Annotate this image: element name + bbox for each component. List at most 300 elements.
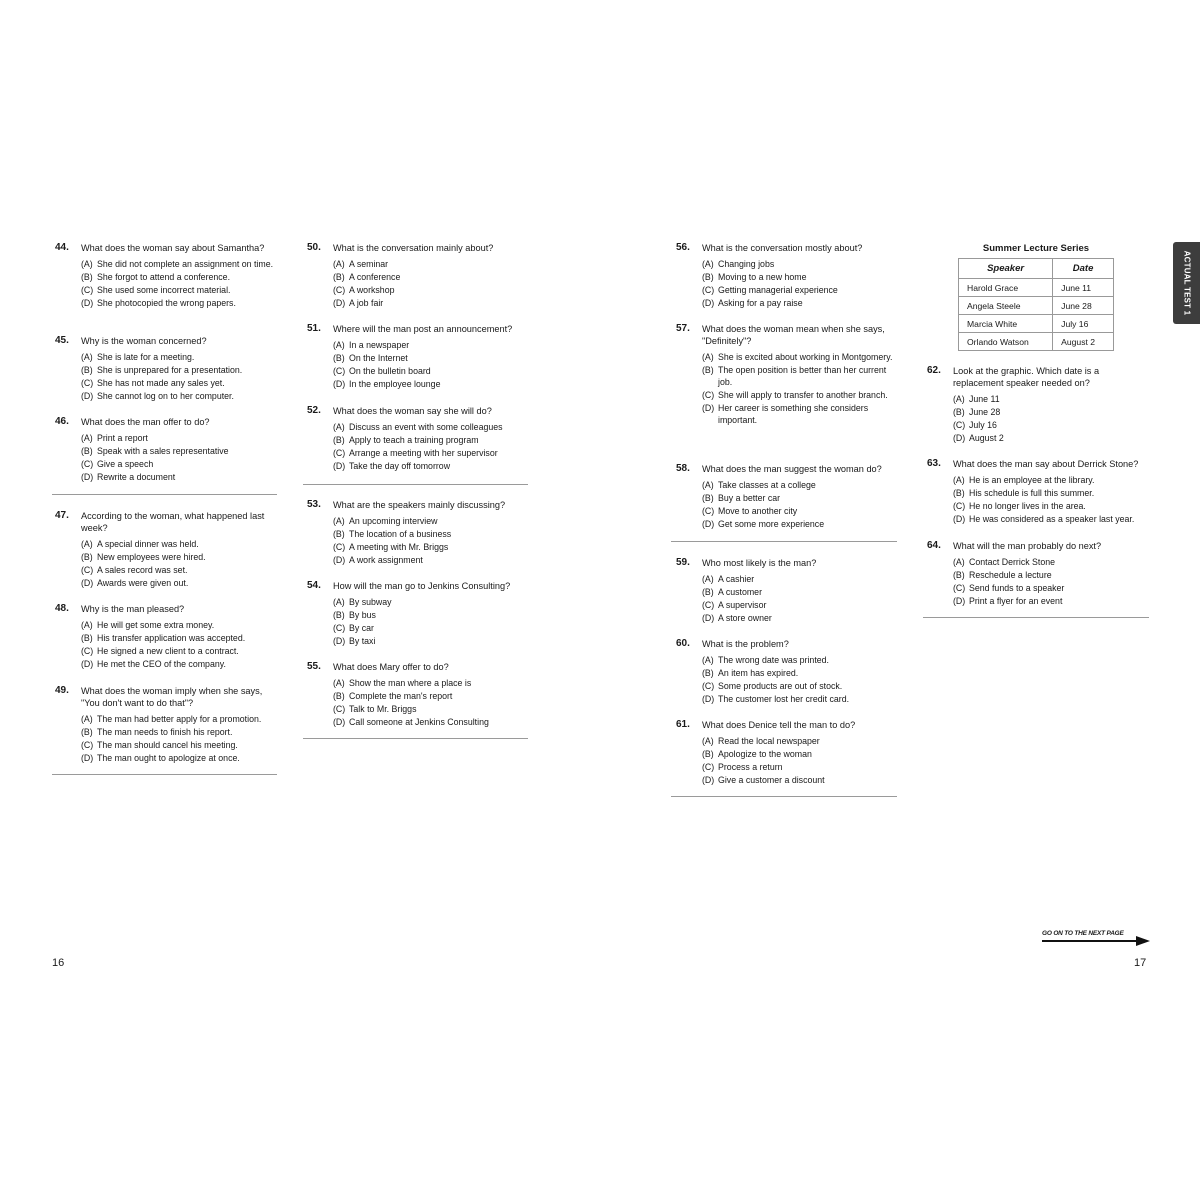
option-label: (B) [702, 272, 714, 282]
answer-option [702, 761, 898, 773]
question-number: 55. [307, 661, 321, 672]
option-label: (C) [953, 583, 966, 593]
answer-option [702, 774, 898, 786]
question-text: What is the conversation mostly about? [702, 243, 863, 253]
column-2-divider-bottom [303, 738, 528, 739]
table-row [959, 279, 1114, 297]
option-label: (B) [81, 552, 93, 562]
option-label: (A) [702, 736, 714, 746]
option-text: Reschedule a lecture [969, 570, 1052, 580]
option-label: (D) [702, 694, 715, 704]
option-text: She is unprepared for a presentation. [97, 365, 243, 375]
answer-option [953, 432, 1149, 444]
answer-option [702, 351, 898, 363]
date-cell: June 28 [1053, 297, 1114, 315]
option-label: (D) [333, 636, 346, 646]
option-text: Give a customer a discount [718, 775, 825, 785]
option-text: By taxi [349, 636, 376, 646]
answer-options [81, 538, 277, 589]
column-3-divider-bottom [671, 796, 897, 797]
option-label: (A) [333, 597, 345, 607]
question-text: Who most likely is the man? [702, 558, 817, 568]
option-text: Give a speech [97, 459, 154, 469]
option-text: Arrange a meeting with her supervisor [349, 448, 498, 458]
option-label: (D) [81, 578, 94, 588]
column-4-divider [923, 617, 1149, 618]
answer-option [333, 284, 529, 296]
question-60 [676, 638, 898, 706]
option-label: (D) [333, 379, 346, 389]
answer-option [81, 271, 277, 283]
answer-options [81, 432, 277, 483]
option-text: Moving to a new home [718, 272, 807, 282]
question-44 [55, 242, 277, 310]
option-label: (D) [702, 775, 715, 785]
speaker-header: Speaker [959, 259, 1053, 279]
option-text: The wrong date was printed. [718, 655, 830, 665]
option-label: (B) [702, 365, 714, 375]
option-text: A store owner [718, 613, 772, 623]
option-text: An upcoming interview [349, 516, 438, 526]
answer-option [953, 419, 1149, 431]
answer-option [702, 284, 898, 296]
answer-option [333, 541, 529, 553]
answer-option [702, 599, 898, 611]
column-3-divider-top [671, 541, 897, 542]
option-text: Show the man where a place is [349, 678, 472, 688]
actual-test-tab-label: ACTUAL TEST 1 [1182, 250, 1191, 316]
option-label: (A) [953, 557, 965, 567]
option-text: The man ought to apologize at once. [97, 753, 240, 763]
option-text: She has not made any sales yet. [97, 378, 225, 388]
question-text: Look at the graphic. Which date is a replacement speaker needed on? [953, 366, 1100, 388]
option-text: In a newspaper [349, 340, 410, 350]
option-text: She will apply to transfer to another branch. [718, 390, 888, 400]
answer-option [702, 680, 898, 692]
option-label: (D) [81, 472, 94, 482]
question-50 [307, 242, 529, 310]
option-label: (D) [81, 391, 94, 401]
answer-option [953, 595, 1149, 607]
option-text: A job fair [349, 298, 384, 308]
option-label: (B) [333, 435, 345, 445]
answer-option [81, 284, 277, 296]
question-text: Where will the man post an announcement? [333, 324, 513, 334]
option-label: (C) [81, 565, 94, 575]
date-header: Date [1053, 259, 1114, 279]
option-text: Her career is something she considers important. [718, 403, 869, 425]
go-on-indicator [1042, 930, 1150, 946]
option-label: (C) [702, 390, 715, 400]
question-header [307, 499, 529, 511]
answer-option [333, 434, 529, 446]
option-label: (A) [702, 352, 714, 362]
option-text: Rewrite a document [97, 472, 176, 482]
question-text: How will the man go to Jenkins Consulting? [333, 581, 511, 591]
question-header [55, 685, 277, 709]
question-text: What does the man offer to do? [81, 417, 210, 427]
answer-option [81, 551, 277, 563]
option-label: (A) [333, 678, 345, 688]
option-label: (D) [702, 519, 715, 529]
question-header [307, 323, 529, 335]
question-text: What does Denice tell the man to do? [702, 720, 856, 730]
question-45 [55, 335, 277, 403]
option-text: An item has expired. [718, 668, 799, 678]
option-text: Move to another city [718, 506, 798, 516]
answer-option [953, 487, 1149, 499]
option-label: (C) [953, 501, 966, 511]
option-label: (D) [953, 433, 966, 443]
option-text: A meeting with Mr. Briggs [349, 542, 449, 552]
option-text: On the Internet [349, 353, 408, 363]
option-text: June 11 [969, 394, 1000, 404]
option-text: In the employee lounge [349, 379, 441, 389]
question-header [307, 661, 529, 673]
question-number: 63. [927, 458, 941, 469]
question-number: 48. [55, 603, 69, 614]
option-text: June 28 [969, 407, 1001, 417]
speaker-cell: Angela Steele [959, 297, 1053, 315]
option-label: (B) [81, 446, 93, 456]
question-header [55, 510, 277, 534]
option-label: (D) [333, 717, 346, 727]
question-64 [927, 540, 1149, 608]
question-text: What does the man say about Derrick Stone? [953, 459, 1139, 469]
option-label: (B) [333, 529, 345, 539]
option-text: Send funds to a speaker [969, 583, 1065, 593]
question-number: 50. [307, 242, 321, 253]
answer-option [81, 377, 277, 389]
option-label: (D) [81, 298, 94, 308]
question-55 [307, 661, 529, 729]
answer-option [702, 573, 898, 585]
option-label: (C) [953, 420, 966, 430]
answer-option [81, 390, 277, 402]
answer-option [702, 693, 898, 705]
option-label: (C) [81, 740, 94, 750]
option-label: (C) [333, 366, 346, 376]
answer-option [702, 586, 898, 598]
option-text: He will get some extra money. [97, 620, 215, 630]
question-53 [307, 499, 529, 567]
answer-option [333, 421, 529, 433]
option-label: (A) [333, 340, 345, 350]
question-header [55, 416, 277, 428]
option-label: (B) [81, 365, 93, 375]
option-text: A work assignment [349, 555, 423, 565]
option-label: (B) [702, 749, 714, 759]
question-number: 45. [55, 335, 69, 346]
option-text: He met the CEO of the company. [97, 659, 226, 669]
answer-option [702, 389, 898, 401]
question-header [676, 463, 898, 475]
option-text: She forgot to attend a conference. [97, 272, 231, 282]
option-label: (A) [702, 655, 714, 665]
answer-option [81, 632, 277, 644]
option-text: A workshop [349, 285, 395, 295]
option-label: (B) [953, 570, 965, 580]
answer-option [333, 622, 529, 634]
option-text: A special dinner was held. [97, 539, 199, 549]
option-label: (A) [81, 620, 93, 630]
option-label: (D) [702, 403, 715, 413]
answer-option [81, 564, 277, 576]
option-label: (C) [81, 646, 94, 656]
question-text: What will the man probably do next? [953, 541, 1102, 551]
table-row [959, 297, 1114, 315]
question-49 [55, 685, 277, 765]
option-label: (B) [81, 727, 93, 737]
answer-option [333, 716, 529, 728]
question-text: Why is the woman concerned? [81, 336, 207, 346]
answer-option [333, 352, 529, 364]
option-text: The open position is better than her current job. [718, 365, 887, 387]
option-label: (D) [81, 753, 94, 763]
date-cell: August 2 [1053, 333, 1114, 351]
option-text: Complete the man's report [349, 691, 453, 701]
answer-option [953, 406, 1149, 418]
option-text: Speak with a sales representative [97, 446, 229, 456]
option-text: The man should cancel his meeting. [97, 740, 238, 750]
question-text: According to the woman, what happened last week? [81, 511, 265, 533]
answer-option [702, 258, 898, 270]
option-label: (B) [81, 272, 93, 282]
question-number: 53. [307, 499, 321, 510]
answer-options [333, 515, 529, 566]
answer-option [81, 297, 277, 309]
option-label: (D) [333, 555, 346, 565]
question-number: 62. [927, 365, 941, 376]
question-number: 56. [676, 242, 690, 253]
question-header [676, 638, 898, 650]
option-label: (A) [81, 259, 93, 269]
column-1-divider-top [52, 494, 277, 495]
answer-option [81, 726, 277, 738]
right-page-number: 17 [1134, 957, 1147, 969]
option-label: (A) [702, 574, 714, 584]
table-row [959, 315, 1114, 333]
question-number: 57. [676, 323, 690, 334]
option-label: (A) [702, 480, 714, 490]
option-label: (A) [333, 422, 345, 432]
option-text: The man had better apply for a promotion. [97, 714, 262, 724]
option-text: She photocopied the wrong papers. [97, 298, 236, 308]
answer-options [953, 556, 1149, 607]
option-label: (D) [702, 298, 715, 308]
option-text: Awards were given out. [97, 578, 189, 588]
speaker-cell: Harold Grace [959, 279, 1053, 297]
option-label: (C) [333, 448, 346, 458]
answer-option [81, 351, 277, 363]
option-text: The location of a business [349, 529, 452, 539]
table-row [959, 333, 1114, 351]
answer-option [81, 432, 277, 444]
option-text: The man needs to finish his report. [97, 727, 233, 737]
answer-options [81, 713, 277, 764]
option-label: (B) [953, 488, 965, 498]
option-text: By car [349, 623, 374, 633]
answer-option [81, 364, 277, 376]
answer-options [81, 351, 277, 402]
option-label: (C) [81, 459, 94, 469]
answer-option [333, 378, 529, 390]
option-text: She did not complete an assignment on time. [97, 259, 274, 269]
question-number: 47. [55, 510, 69, 521]
option-text: A sales record was set. [97, 565, 188, 575]
question-header [307, 580, 529, 592]
answer-option [81, 752, 277, 764]
answer-option [702, 518, 898, 530]
question-47 [55, 510, 277, 590]
option-text: He no longer lives in the area. [969, 501, 1086, 511]
option-label: (B) [953, 407, 965, 417]
question-text: What does the woman say she will do? [333, 406, 492, 416]
option-text: A supervisor [718, 600, 767, 610]
option-label: (A) [81, 714, 93, 724]
option-text: Process a return [718, 762, 783, 772]
answer-option [702, 492, 898, 504]
answer-option [333, 365, 529, 377]
option-text: August 2 [969, 433, 1004, 443]
answer-option [953, 474, 1149, 486]
question-text: What does the woman say about Samantha? [81, 243, 265, 253]
option-text: A seminar [349, 259, 389, 269]
question-46 [55, 416, 277, 484]
option-label: (D) [953, 514, 966, 524]
option-text: Some products are out of stock. [718, 681, 843, 691]
answer-option [81, 458, 277, 470]
answer-options [702, 573, 898, 624]
option-text: She is excited about working in Montgomery. [718, 352, 893, 362]
option-text: His transfer application was accepted. [97, 633, 246, 643]
answer-option [333, 528, 529, 540]
answer-option [333, 703, 529, 715]
option-text: Read the local newspaper [718, 736, 820, 746]
column-1-divider-bottom [52, 774, 277, 775]
answer-options [333, 339, 529, 390]
option-text: A cashier [718, 574, 755, 584]
date-cell: June 11 [1053, 279, 1114, 297]
option-label: (C) [81, 378, 94, 388]
answer-options [702, 351, 898, 426]
answer-option [702, 505, 898, 517]
option-text: Talk to Mr. Briggs [349, 704, 417, 714]
question-number: 51. [307, 323, 321, 334]
question-header [676, 242, 898, 254]
question-52 [307, 405, 529, 473]
question-62 [927, 365, 1149, 445]
question-58 [676, 463, 898, 531]
question-61 [676, 719, 898, 787]
answer-option [953, 556, 1149, 568]
lecture-table [958, 258, 1114, 351]
option-text: New employees were hired. [97, 552, 206, 562]
option-text: She cannot log on to her computer. [97, 391, 234, 401]
option-text: Take classes at a college [718, 480, 816, 490]
option-text: A conference [349, 272, 401, 282]
answer-option [702, 479, 898, 491]
question-header [55, 335, 277, 347]
answer-option [333, 677, 529, 689]
go-on-text: GO ON TO THE NEXT PAGE [1042, 930, 1124, 937]
option-text: His schedule is full this summer. [969, 488, 1095, 498]
option-label: (B) [333, 272, 345, 282]
date-cell: July 16 [1053, 315, 1114, 333]
answer-option [702, 748, 898, 760]
option-label: (B) [333, 610, 345, 620]
option-label: (A) [953, 475, 965, 485]
answer-option [702, 612, 898, 624]
option-text: Asking for a pay raise [718, 298, 803, 308]
answer-option [81, 713, 277, 725]
actual-test-tab [1173, 242, 1200, 324]
option-label: (B) [333, 353, 345, 363]
question-48 [55, 603, 277, 671]
option-text: He signed a new client to a contract. [97, 646, 239, 656]
answer-options [702, 258, 898, 309]
option-label: (B) [333, 691, 345, 701]
question-text: What is the problem? [702, 639, 789, 649]
answer-option [81, 258, 277, 270]
answer-options [702, 654, 898, 705]
answer-option [702, 654, 898, 666]
answer-option [333, 554, 529, 566]
option-text: On the bulletin board [349, 366, 431, 376]
answer-options [953, 393, 1149, 444]
option-text: She is late for a meeting. [97, 352, 195, 362]
option-label: (C) [702, 285, 715, 295]
option-label: (C) [333, 704, 346, 714]
speaker-cell: Orlando Watson [959, 333, 1053, 351]
answer-options [333, 596, 529, 647]
answer-option [702, 735, 898, 747]
question-number: 54. [307, 580, 321, 591]
answer-option [333, 258, 529, 270]
question-text: What does the woman imply when she says, "You don't want to do that"? [81, 686, 263, 708]
answer-option [333, 339, 529, 351]
question-54 [307, 580, 529, 648]
option-text: Print a report [97, 433, 148, 443]
question-text: Why is the man pleased? [81, 604, 185, 614]
option-label: (D) [953, 596, 966, 606]
question-number: 46. [55, 416, 69, 427]
option-text: He was considered as a speaker last year. [969, 514, 1135, 524]
question-text: What does the woman mean when she says, "Definitely"? [702, 324, 885, 346]
option-text: July 16 [969, 420, 997, 430]
question-number: 59. [676, 557, 690, 568]
answer-option [333, 271, 529, 283]
option-label: (C) [333, 285, 346, 295]
question-number: 44. [55, 242, 69, 253]
option-text: By bus [349, 610, 376, 620]
answer-options [702, 479, 898, 530]
question-63 [927, 458, 1149, 526]
question-59 [676, 557, 898, 625]
option-text: Get some more experience [718, 519, 825, 529]
answer-option [953, 582, 1149, 594]
answer-option [81, 538, 277, 550]
option-label: (C) [333, 623, 346, 633]
question-number: 58. [676, 463, 690, 474]
answer-option [333, 515, 529, 527]
option-text: She used some incorrect material. [97, 285, 231, 295]
answer-option [953, 500, 1149, 512]
option-text: Contact Derrick Stone [969, 557, 1056, 567]
answer-option [702, 364, 898, 388]
option-label: (A) [81, 352, 93, 362]
option-label: (C) [702, 762, 715, 772]
